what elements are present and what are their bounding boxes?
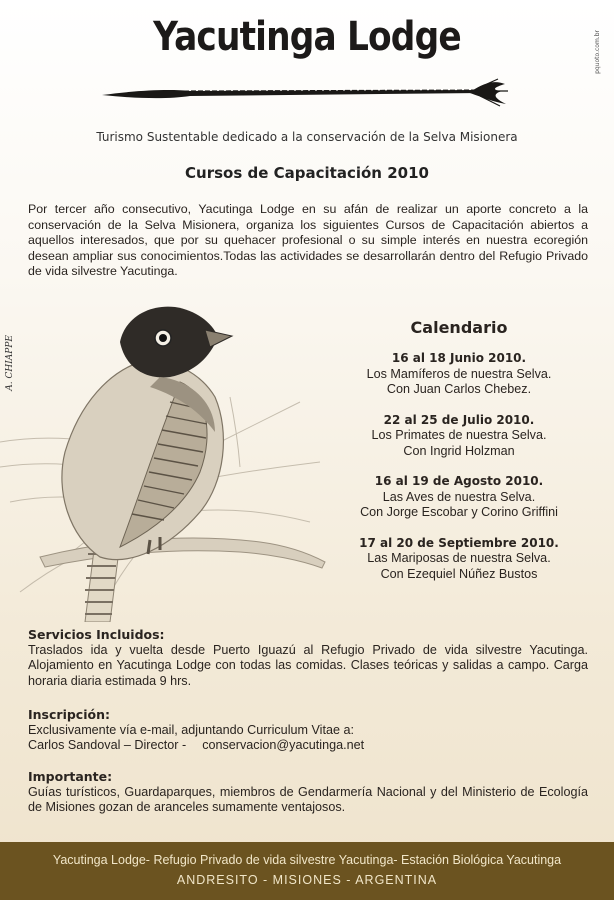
event-date: 16 al 19 de Agosto 2010. bbox=[374, 474, 544, 488]
calendar-event bbox=[330, 413, 588, 460]
contact-email[interactable]: conservacion@yacutinga.net bbox=[202, 738, 365, 752]
calendar-event bbox=[330, 536, 588, 583]
important-section bbox=[28, 769, 588, 816]
important-heading: Importante: bbox=[28, 769, 113, 784]
tagline: Turismo Sustentable dedicado a la conservación de la Selva Misionera bbox=[96, 130, 518, 144]
registration-section bbox=[28, 707, 588, 754]
calendar-title: Calendario bbox=[410, 318, 508, 337]
services-section bbox=[28, 627, 588, 689]
calendar-event bbox=[330, 351, 588, 398]
event-topic: Las Mariposas de nuestra Selva. bbox=[367, 551, 551, 565]
bird-illustration bbox=[0, 292, 330, 622]
calendar-event bbox=[330, 474, 588, 521]
event-host: Con Ingrid Holzman bbox=[403, 443, 515, 458]
event-date: 16 al 18 Junio 2010. bbox=[391, 351, 527, 365]
event-date: 17 al 20 de Septiembre 2010. bbox=[359, 535, 559, 550]
footer bbox=[0, 842, 614, 900]
registration-line: Exclusivamente vía e-mail, adjuntando Curriculum Vitae a: bbox=[28, 722, 354, 737]
registration-contact-line bbox=[28, 738, 588, 754]
event-topic: Los Mamíferos de nuestra Selva. bbox=[366, 366, 552, 381]
artist-signature: A. CHIAPPE bbox=[5, 335, 15, 391]
event-date: 22 al 25 de Julio 2010. bbox=[383, 412, 535, 427]
credit-text: pquoto.com.br bbox=[594, 30, 601, 74]
event-topic: Las Aves de nuestra Selva. bbox=[382, 489, 536, 504]
important-text: Guías turísticos, Guardaparques, miembros de Gendarmería Nacional y del Ministerio de Ecología de Misiones gozan de aranceles sumamente ventajosos. bbox=[28, 784, 588, 814]
contact-name: Carlos Sandoval – Director - bbox=[28, 738, 187, 752]
calendar bbox=[330, 318, 588, 597]
footer-line-1: Yacutinga Lodge- Refugio Privado de vida silvestre Yacutinga- Estación Biológica Yacutinga bbox=[52, 853, 562, 867]
courses-title: Cursos de Capacitación 2010 bbox=[185, 164, 429, 182]
services-heading: Servicios Incluidos: bbox=[28, 627, 165, 642]
event-host: Con Ezequiel Núñez Bustos bbox=[380, 566, 538, 581]
brand-logo-text: Yacutinga Lodge bbox=[153, 14, 461, 60]
intro-paragraph: Por tercer año consecutivo, Yacutinga Lodge en su afán de realizar un aporte concreto a la conservación de la Selva Misionera, organiza los siguientes Cursos de Capacitación abiertos a aquellos interesados, que por su quehacer profesional o su simple interés en nuestra ecoregión desean ampliar sus conocimientos.Todas las actividades se desarrollarán dentro del Refugio Privado de vida silvestre Yacutinga. bbox=[28, 202, 588, 278]
event-host: Con Juan Carlos Chebez. bbox=[386, 382, 532, 396]
footer-line-2: ANDRESITO - MISIONES - ARGENTINA bbox=[176, 873, 438, 887]
event-topic: Los Primates de nuestra Selva. bbox=[371, 428, 547, 442]
registration-heading: Inscripción: bbox=[28, 707, 110, 722]
brush-stroke-logo bbox=[100, 78, 510, 110]
services-text: Traslados ida y vuelta desde Puerto Iguazú al Refugio Privado de vida silvestre Yacutinga. Alojamiento en Yacutinga Lodge con todas las comidas. Clases teóricas y salidas a campo. Carga horaria diaria estimada 9 hrs. bbox=[28, 642, 588, 688]
event-host: Con Jorge Escobar y Corino Griffini bbox=[360, 505, 558, 519]
